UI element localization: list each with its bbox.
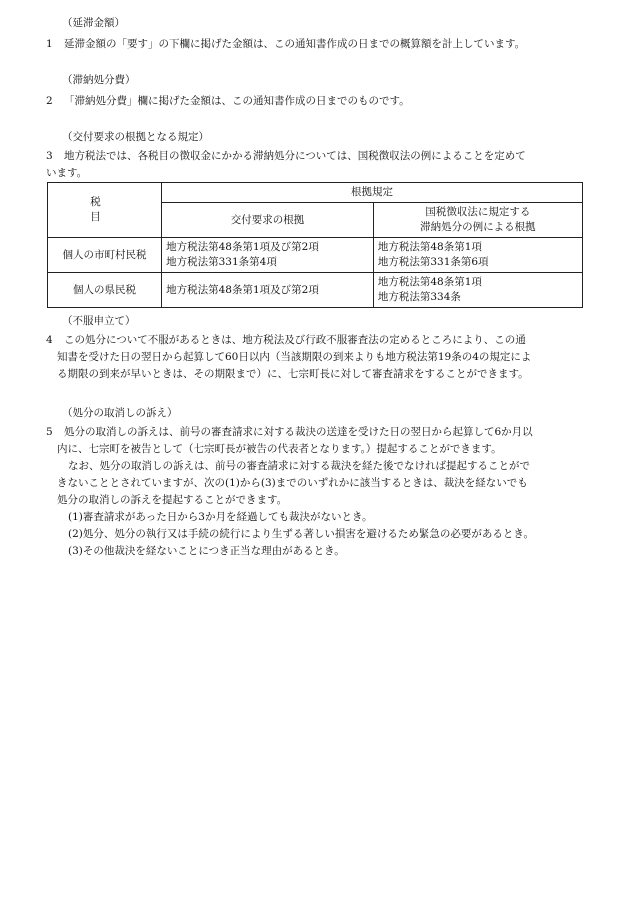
heading-revocation: （処分の取消しの訴え） [62,407,178,419]
list-item: (2)処分、処分の執行又は手続の続行により生ずる著しい損害を避けるため緊急の必要があるとき。 [68,528,534,540]
list-item: (1)審査請求があった日から3か月を経過しても裁決がないとき。 [68,511,373,523]
basis-table [47,182,583,308]
table-header-group: 根拠規定 [162,183,583,203]
heading-delinquency: （延滞金額） [62,17,125,29]
para-number: 1 [46,38,53,50]
para-number: 5 [46,426,53,438]
heading-appeal: （不服申立て） [62,315,136,327]
para-text: 延滞金額の「要す」の下欄に掲げた金額は、この通知書作成の日までの概算額を計上しています。 [64,38,526,50]
table-row [48,238,583,273]
heading-disposition-fee: （滞納処分費） [62,74,136,86]
para-text-cont: なお、処分の取消しの訴えは、前号の審査請求に対する裁決を経た後でなければ提起することがで [68,460,530,472]
para-text-cont: 知書を受けた日の翌日から起算して60日以内（当該期限の到来よりも地方税法第19条の4の規定によ [57,351,532,363]
para-text-cont: る期限の到来が早いときは、その期限まで）に、七宗町長に対して審査請求をすることができます。 [57,368,529,380]
table-header-national: 国税徴収法に規定する 滞納処分の例による根拠 [373,203,582,238]
para-revocation [46,424,586,560]
para-disposition-fee [46,93,586,110]
table-header-tax: 税 目 [48,183,162,238]
para-delinquency [46,36,586,53]
para-number: 4 [46,334,53,346]
cell-tax: 個人の市町村民税 [48,238,162,273]
para-text: 地方税法では、各税目の徴収金にかかる滞納処分については、国税徴収法の例によることを定めて [64,150,526,162]
para-text-cont: います。 [46,167,88,179]
list-item: (3)その他裁決を経ないことにつき正当な理由があるとき。 [68,545,345,557]
table-header-request: 交付要求の根拠 [162,203,374,238]
para-number: 2 [46,95,53,107]
cell-national: 地方税法第48条第1項 地方税法第334条 [373,273,582,308]
cell-request: 地方税法第48条第1項及び第2項 [162,273,374,308]
para-basis [46,148,586,182]
para-text-cont: きないこととされていますが、次の(1)から(3)までのいずれかに該当するときは、裁決を経ないでも [57,477,528,489]
para-number: 3 [46,150,53,162]
para-text-cont: 内に、七宗町を被告として（七宗町長が被告の代表者となります。）提起することができます。 [57,443,502,455]
cell-request: 地方税法第48条第1項及び第2項 地方税法第331条第4項 [162,238,374,273]
para-text-cont: 処分の取消しの訴えを提起することができます。 [57,494,288,506]
cell-national: 地方税法第48条第1項 地方税法第331条第6項 [373,238,582,273]
para-appeal [46,332,586,383]
cell-tax: 個人の県民税 [48,273,162,308]
heading-basis: （交付要求の根拠となる規定） [62,131,209,143]
para-text: 処分の取消しの訴えは、前号の審査請求に対する裁決の送達を受けた日の翌日から起算して6か月以 [64,426,533,438]
para-text: この処分について不服があるときは、地方税法及び行政不服審査法の定めるところにより、この通 [64,334,526,346]
para-text: 「滞納処分費」欄に掲げた金額は、この通知書作成の日までのものです。 [64,95,410,107]
table-row [48,273,583,308]
